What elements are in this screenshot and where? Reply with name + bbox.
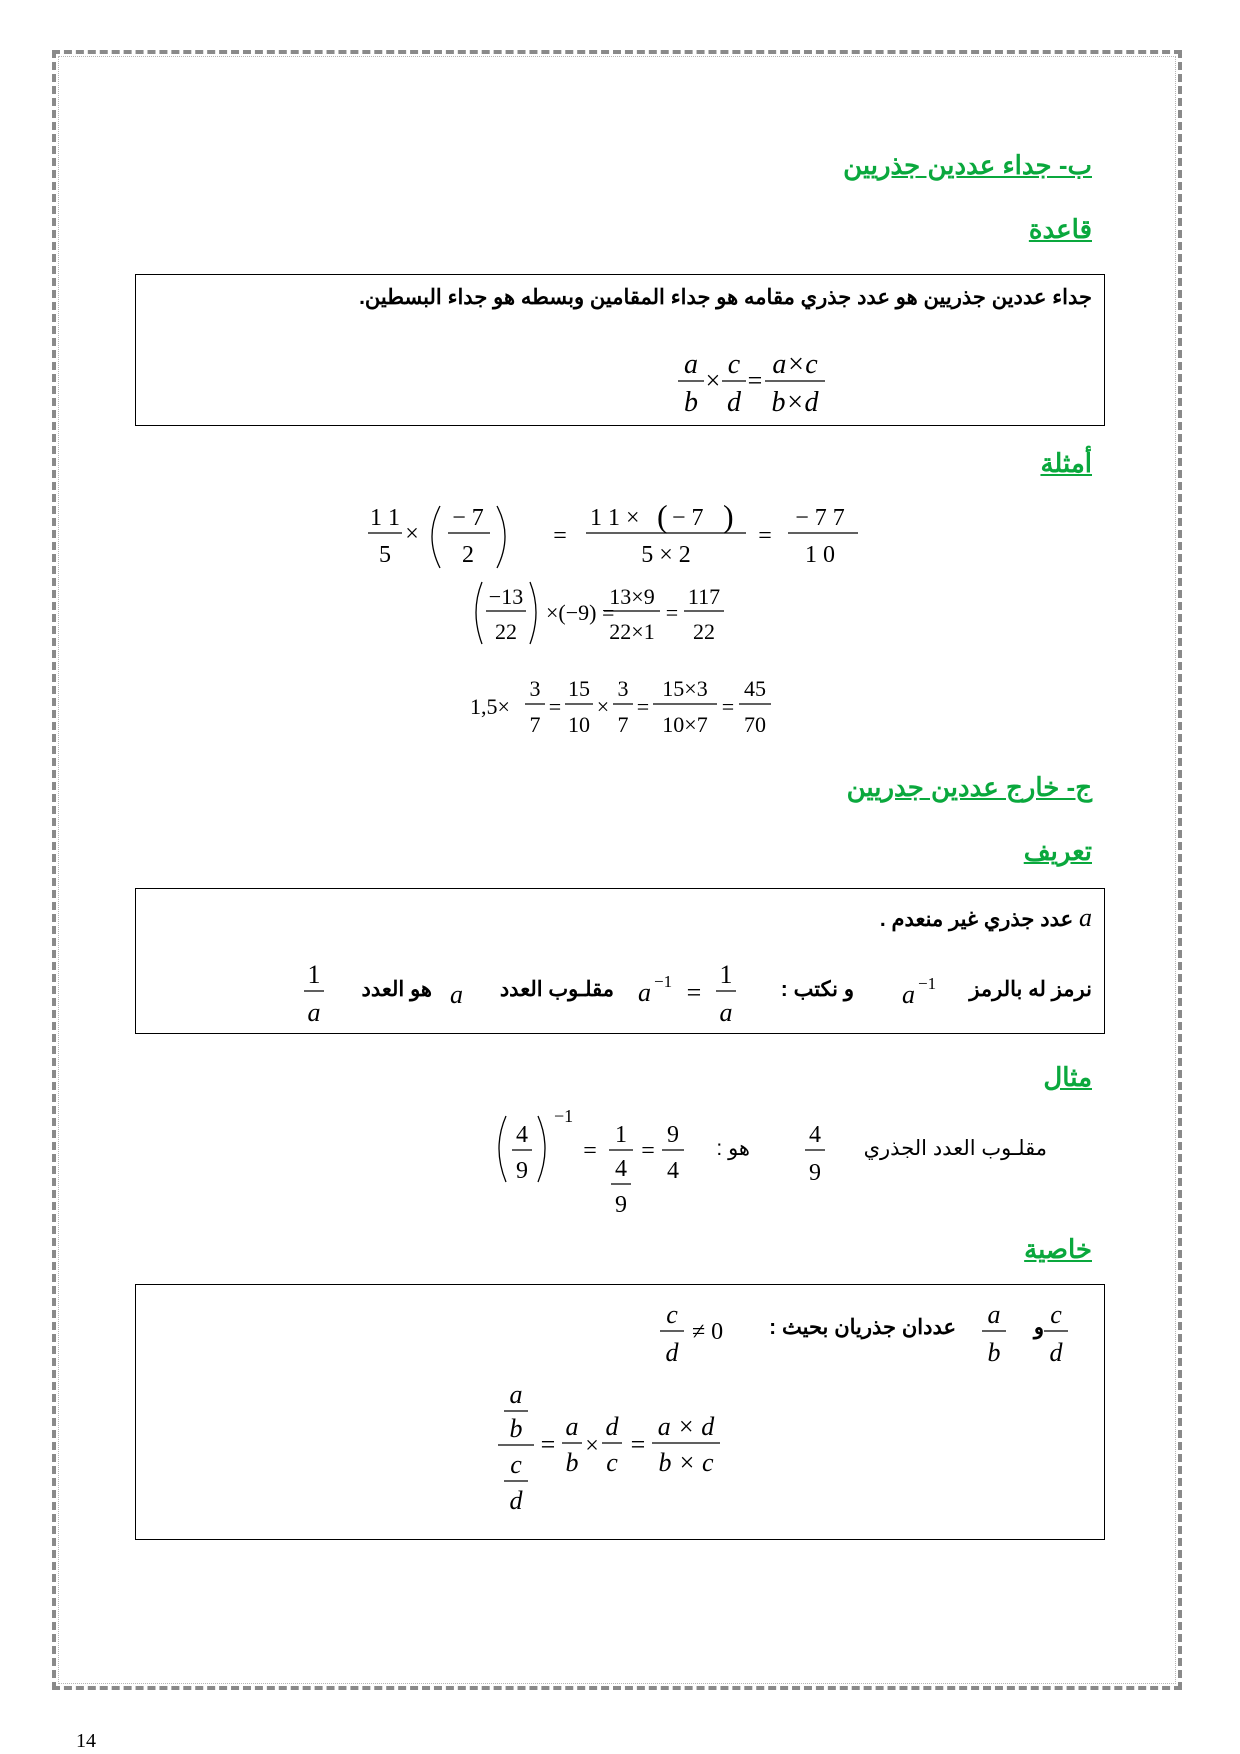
rule-c: c <box>727 349 741 380</box>
ex1-f3-num: 1 1 × <box>590 505 640 531</box>
ex3-f4-num: 15×3 <box>662 676 708 701</box>
svg-text:−1: −1 <box>654 972 673 991</box>
svg-text:a: a <box>638 978 651 1007</box>
ex3-eq3: = <box>721 694 735 719</box>
svg-text:a: a <box>307 998 321 1027</box>
ex2-f2-num: 13×9 <box>609 584 655 609</box>
svg-text:−1: −1 <box>554 1106 574 1126</box>
svg-text:d: d <box>605 1412 619 1441</box>
ex1-paren-val: − 7 <box>672 505 704 531</box>
rule-box <box>135 274 1105 426</box>
ex2-f3-num: 117 <box>687 584 721 609</box>
ex3-f2-num: 15 <box>568 676 590 701</box>
page-number: 14 <box>76 1730 96 1752</box>
svg-text:c: c <box>510 1450 522 1479</box>
svg-text:b × c: b × c <box>658 1448 714 1477</box>
definition-box <box>135 888 1105 1034</box>
def-t3: مقلـوب العدد <box>499 978 614 1001</box>
svg-text:d: d <box>509 1486 523 1515</box>
svg-text:1: 1 <box>615 1122 627 1148</box>
prop-and: و <box>1033 1316 1044 1339</box>
definition-heading: تعريف <box>1023 836 1092 866</box>
rule-formula <box>536 343 836 423</box>
ex1-eq1: = <box>553 523 567 549</box>
svg-text:=: = <box>630 1430 646 1459</box>
ex1-f1-num: 1 1 <box>370 505 400 531</box>
ex2-f3-den: 22 <box>693 619 715 644</box>
svg-text:(: ( <box>657 498 668 534</box>
section-b-title: ب- جداء عددين جذريين <box>843 150 1092 180</box>
ex-c-text2: هو : <box>716 1137 750 1160</box>
ex3-f1-num: 3 <box>529 676 541 701</box>
ex1-eq2: = <box>758 523 772 549</box>
property-heading: خاصية <box>1024 1234 1092 1264</box>
svg-text:9: 9 <box>809 1160 821 1186</box>
rule-num: a×c <box>772 349 818 380</box>
svg-text:9: 9 <box>615 1192 627 1218</box>
ex2-f1-num: −13 <box>488 584 524 609</box>
property-box <box>135 1284 1105 1540</box>
def-equation <box>636 949 756 1029</box>
ex3-lead: 1,5× <box>470 694 510 719</box>
ex-c-equation <box>490 1100 710 1220</box>
ex3-f2-den: 10 <box>568 712 590 737</box>
ex3-f3-den: 7 <box>617 712 629 737</box>
rule-den: b×d <box>771 387 819 418</box>
rule-d: d <box>727 387 741 418</box>
svg-text:a: a <box>565 1412 579 1441</box>
svg-text:d: d <box>665 1338 679 1367</box>
ex2-eq: = <box>665 600 679 625</box>
svg-text:9: 9 <box>667 1122 679 1148</box>
def-result <box>296 949 336 1029</box>
svg-text:a: a <box>509 1380 523 1409</box>
svg-text:9: 9 <box>516 1158 528 1184</box>
ex1-f1-den: 5 <box>379 542 391 568</box>
svg-text:=: = <box>583 1138 597 1164</box>
svg-text:×: × <box>585 1433 599 1459</box>
def-line1-var: a <box>1079 903 1092 932</box>
def-symbol <box>898 965 958 1015</box>
example-2 <box>470 578 770 652</box>
def-line1-text: عدد جذري غير منعدم . <box>879 908 1074 931</box>
svg-text:4: 4 <box>516 1122 528 1148</box>
ex1-f2-den: 2 <box>462 542 474 568</box>
svg-text:b: b <box>509 1414 523 1443</box>
svg-text:a: a <box>987 1300 1001 1329</box>
def-t2: و نكتب : <box>780 978 854 1001</box>
rule-b: b <box>684 387 698 418</box>
example-3 <box>470 670 790 744</box>
ex1-f2-num: − 7 <box>452 505 484 531</box>
prop-f2 <box>974 1293 1014 1373</box>
ex3-eq1: = <box>548 694 562 719</box>
svg-text:1: 1 <box>307 960 321 989</box>
def-line1 <box>880 903 1092 933</box>
def-t4: هو العدد <box>361 978 432 1001</box>
ex3-eq2: = <box>636 694 650 719</box>
rule-eq: = <box>747 366 763 395</box>
svg-text:b: b <box>987 1338 1001 1367</box>
svg-text:≠ 0: ≠ 0 <box>692 1319 724 1345</box>
rule-a: a <box>684 349 698 380</box>
prop-condition <box>654 1293 754 1373</box>
ex-c-text1: مقلـوب العدد الجذري <box>863 1137 1047 1160</box>
section-c-title: ج- خارج عددين جدريين <box>846 772 1092 802</box>
examples-heading: أمثلة <box>1040 448 1092 478</box>
svg-text:a: a <box>719 998 733 1027</box>
ex2-f1-den: 22 <box>495 619 517 644</box>
ex2-mid: ×(−9) = <box>546 600 615 625</box>
svg-text:c: c <box>666 1300 678 1329</box>
def-var-a <box>446 965 476 1015</box>
svg-text:a: a <box>450 980 463 1009</box>
rule-heading: قاعدة <box>1028 214 1092 244</box>
ex1-f4-den: 1 0 <box>805 542 835 568</box>
example-1 <box>360 498 880 578</box>
example-heading: مثال <box>1043 1062 1092 1092</box>
rule-times: × <box>705 366 721 395</box>
ex3-times: × <box>596 694 610 719</box>
def-t1: نرمز له بالرمز <box>969 978 1092 1001</box>
ex1-f4-num: − 7 7 <box>795 505 845 531</box>
ex3-f1-den: 7 <box>529 712 541 737</box>
ex3-f3-num: 3 <box>617 676 629 701</box>
prop-text: عددان جذريان بحيث : <box>769 1316 956 1339</box>
svg-text:=: = <box>686 978 702 1007</box>
ex-c-fraction <box>800 1112 830 1192</box>
svg-text:a: a <box>902 980 915 1009</box>
svg-text:d: d <box>1049 1338 1063 1367</box>
ex3-f4-den: 10×7 <box>662 712 708 737</box>
ex3-f5-den: 70 <box>744 712 766 737</box>
svg-text:=: = <box>641 1138 655 1164</box>
svg-text:b: b <box>565 1448 579 1477</box>
svg-text:4: 4 <box>615 1156 627 1182</box>
ex1-times: × <box>405 521 419 547</box>
ex3-f5-num: 45 <box>744 676 766 701</box>
svg-text:): ) <box>723 498 734 534</box>
prop-formula <box>496 1373 736 1523</box>
svg-text:4: 4 <box>809 1122 821 1148</box>
svg-text:c: c <box>606 1448 618 1477</box>
svg-text:−1: −1 <box>918 974 937 993</box>
svg-text:=: = <box>540 1430 556 1459</box>
rule-text: جداء عددين جذريين هو عدد جذري مقامه هو جداء المقامين وبسطه هو جداء البسطين. <box>359 286 1092 309</box>
svg-text:c: c <box>1050 1300 1062 1329</box>
svg-text:a × d: a × d <box>657 1412 715 1441</box>
ex1-f3-den: 5 × 2 <box>641 542 691 568</box>
svg-text:4: 4 <box>667 1158 679 1184</box>
ex2-f2-den: 22×1 <box>609 619 655 644</box>
svg-text:1: 1 <box>719 960 733 989</box>
